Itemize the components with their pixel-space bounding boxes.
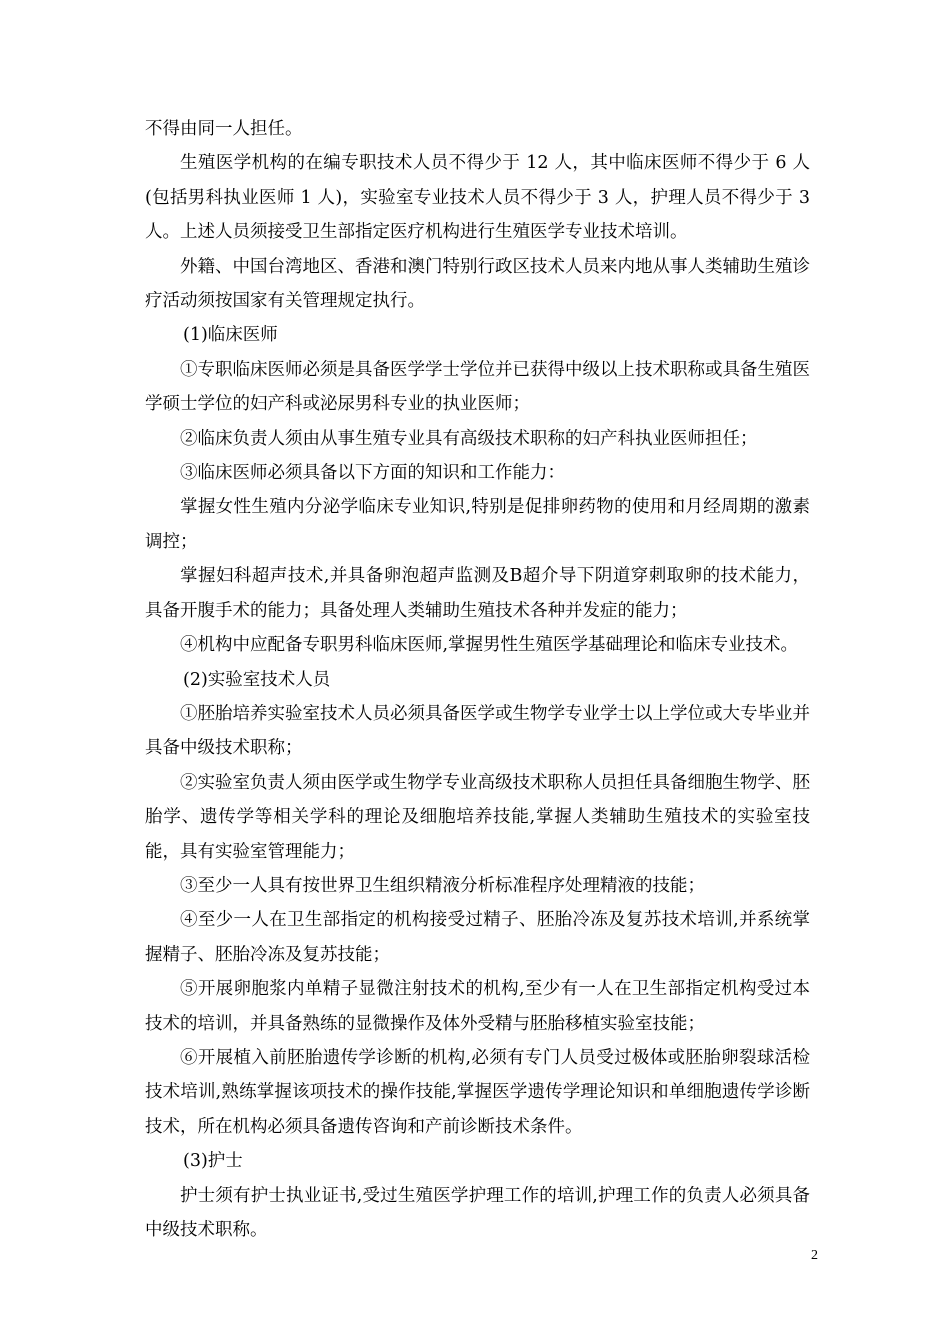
paragraph-nurses: 护士须有护士执业证书,受过生殖医学护理工作的培训,护理工作的负责人必须具备中级技术职称。 (145, 1185, 810, 1240)
heading-lab-technicians: (2)实验室技术人员 (183, 669, 331, 690)
paragraph-continuation: 不得由同一人担任。 (145, 119, 303, 139)
document-body (145, 112, 810, 1247)
list-item-lab-6: ⑥开展植入前胚胎遗传学诊断的机构,必须有专门人员受过极体或胚胎卵裂球活检技术培训,熟练掌握该项技术的操作技能,掌握医学遗传学理论知识和单细胞遗传学诊断技术，所在机构必须具备遗传咨询和产前诊断技术条件。 (145, 1047, 810, 1137)
list-item-lab-3: ③至少一人具有按世界卫生组织精液分析标准程序处理精液的技能； (180, 875, 705, 896)
list-item-lab-2: ②实验室负责人须由医学或生物学专业高级技术职称人员担任具备细胞生物学、胚胎学、遗传学等相关学科的理论及细胞培养技能,掌握人类辅助生殖技术的实验室技能，具有实验室管理能力； (145, 772, 810, 862)
paragraph-endocrinology: 掌握女性生殖内分泌学临床专业知识,特别是促排卵药物的使用和月经周期的激素调控； (145, 497, 810, 552)
list-item-clinical-3: ③临床医师必须具备以下方面的知识和工作能力： (180, 463, 565, 484)
list-item-clinical-1: ①专职临床医师必须是具备医学学士学位并已获得中级以上技术职称或具备生殖医学硕士学位的妇产科或泌尿男科专业的执业医师； (145, 359, 810, 415)
paragraph-staffing-requirements: 生殖医学机构的在编专职技术人员不得少于 12 人，其中临床医师不得少于 6 人(包括男科执业医师 1 人)，实验室专业技术人员不得少于 3 人，护理人员不得少于 3 人。上述人员须接受卫生部指定医疗机构进行生殖医学专业技术培训。 (145, 153, 810, 243)
list-item-lab-5: ⑤开展卵胞浆内单精子显微注射技术的机构,至少有一人在卫生部指定机构受过本技术的培训，并具备熟练的显微操作及体外受精与胚胎移植实验室技能； (145, 979, 810, 1034)
list-item-clinical-4: ④机构中应配备专职男科临床医师,掌握男性生殖医学基础理论和临床专业技术。 (180, 635, 799, 656)
list-item-clinical-2: ②临床负责人须由从事生殖专业具有高级技术职称的妇产科执业医师担任； (180, 428, 758, 449)
list-item-lab-1: ①胚胎培养实验室技术人员必须具备医学或生物学专业学士以上学位或大专毕业并具备中级技术职称； (145, 703, 810, 759)
list-item-lab-4: ④至少一人在卫生部指定的机构接受过精子、胚胎冷冻及复苏技术培训,并系统掌握精子、胚胎冷冻及复苏技能； (145, 910, 810, 965)
heading-clinical-physicians: (1)临床医师 (183, 325, 278, 346)
paragraph-foreign-staff: 外籍、中国台湾地区、香港和澳门特别行政区技术人员来内地从事人类辅助生殖诊疗活动须按国家有关管理规定执行。 (145, 256, 810, 312)
paragraph-ultrasound: 掌握妇科超声技术,并具备卵泡超声监测及B超介导下阴道穿刺取卵的技术能力，具备开腹手术的能力；具备处理人类辅助生殖技术各种并发症的能力； (145, 566, 810, 621)
heading-nurses: (3)护士 (183, 1151, 243, 1172)
page-number: 2 (811, 1248, 818, 1263)
